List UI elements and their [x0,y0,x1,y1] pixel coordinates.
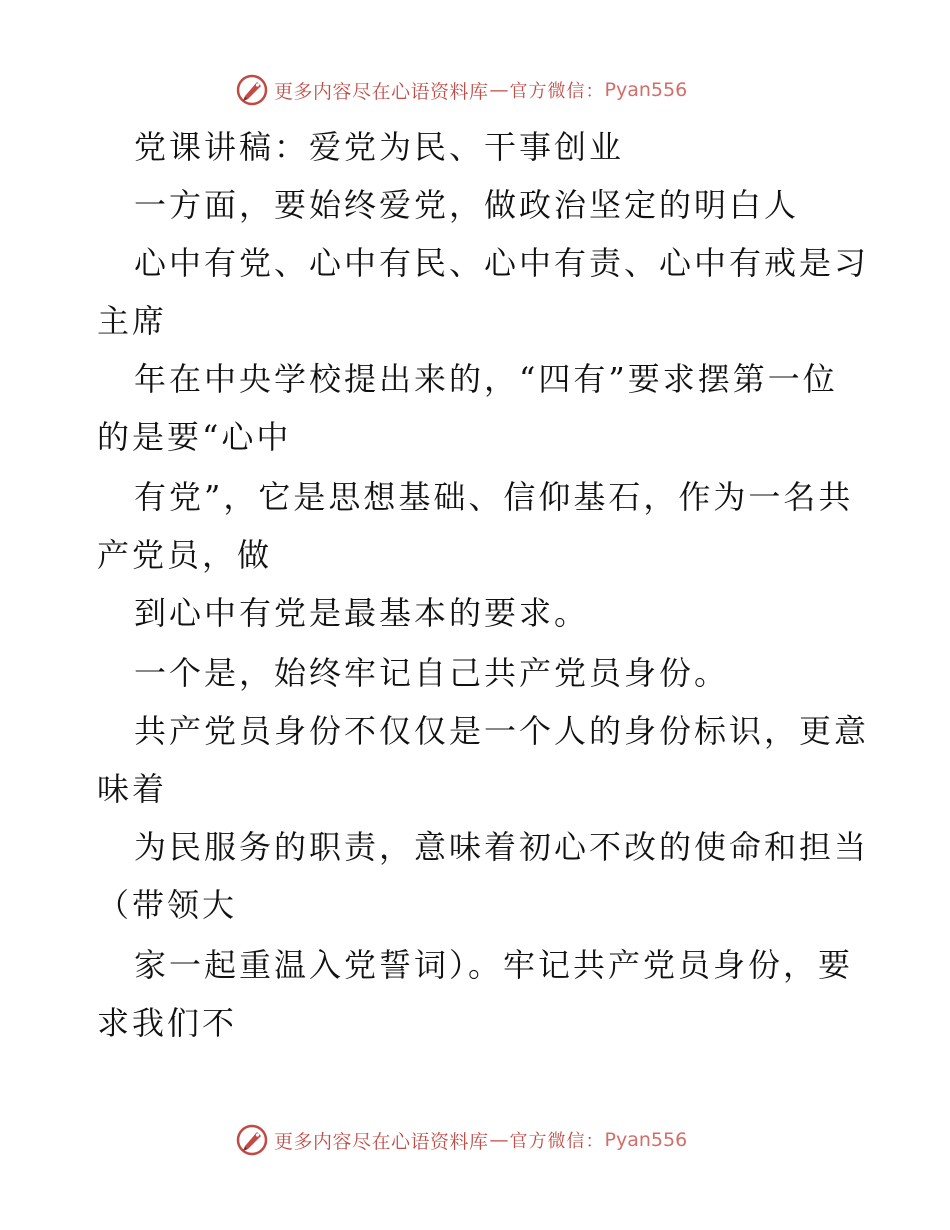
header-site-text: 更多内容尽在心语资料库 [274,80,489,103]
paragraph-line: 一方面，要始终爱党，做政治坚定的明白人 [134,186,800,224]
paragraph-line: （带领大 [97,886,238,924]
pen-nib-logo-icon [236,74,268,106]
paragraph-line: 年在中央学校提出来的，“四有”要求摆第一位 [134,360,838,398]
paragraph-line: 心中有党、心中有民、心中有责、心中有戒是习 [134,244,870,282]
paragraph-line: 有党”，它是思想基础、信仰基石，作为一名共 [134,478,854,516]
paragraph-line: 为民服务的职责，意味着初心不改的使命和担当 [134,828,870,866]
paragraph-line: 味着 [97,770,168,808]
footer-separator: — [489,1129,509,1151]
paragraph-line: 到心中有党是最基本的要求。 [134,594,590,632]
paragraph-line: 的是要“心中 [97,418,292,456]
header-banner [236,73,687,107]
header-separator: — [489,79,509,101]
footer-site-text: 更多内容尽在心语资料库 [274,1130,489,1153]
paragraph-line: 主席 [97,302,168,340]
header-wechat-id: Pyan556 [604,79,688,101]
paragraph-line: 家一起重温入党誓词）。牢记共产党员身份，要 [134,946,854,984]
footer-banner [236,1123,687,1157]
header-wechat-label: 官方微信： [509,81,605,102]
paragraph-line: 产党员，做 [97,536,273,574]
paragraph-line: 共产党员身份不仅仅是一个人的身份标识，更意 [134,712,870,750]
footer-wechat-id: Pyan556 [604,1129,688,1151]
paragraph-line: 一个是，始终牢记自己共产党员身份。 [134,654,730,692]
paragraph-line: 求我们不 [97,1004,238,1042]
document-title: 党课讲稿：爱党为民、干事创业 [134,128,625,166]
footer-wechat-label: 官方微信： [509,1131,605,1152]
pen-nib-logo-icon [236,1124,268,1156]
